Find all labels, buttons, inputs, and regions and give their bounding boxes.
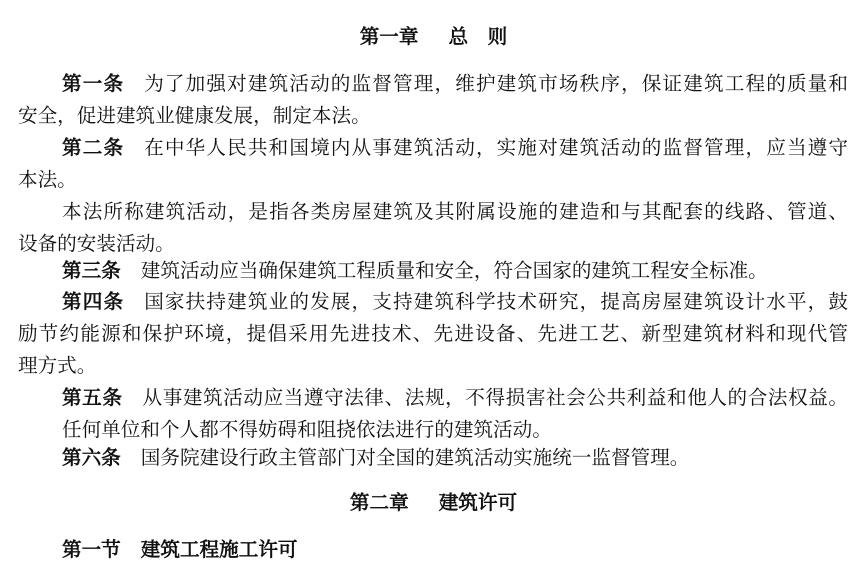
article-6 [62, 446, 848, 470]
chapter-title: 建筑许可 [438, 491, 518, 514]
article-text: 为了加强对建筑活动的监督管理，维护建筑市场秩序，保证建筑工程的质量和 [144, 72, 849, 95]
article-4-cont: 励节约能源和保护环境，提倡采用先进技术、先进设备、先进工艺、新型建筑材料和现代管 [18, 322, 848, 345]
article-4 [62, 290, 848, 314]
article-5-cont: 任何单位和个人都不得妨碍和阻挠依法进行的建筑活动。 [62, 418, 552, 441]
article-label: 第五条 [62, 386, 123, 409]
article-1 [62, 72, 848, 96]
article-text: 在中华人民共和国境内从事建筑活动，实施对建筑活动的监督管理，应当遵守 [144, 136, 849, 159]
section-title: 建筑工程施工许可 [140, 538, 298, 561]
chapter-number: 第二章 [349, 491, 409, 514]
article-label: 第一条 [62, 72, 125, 95]
section-number: 第一节 [62, 538, 121, 561]
section-1-heading [62, 538, 848, 562]
article-5 [62, 386, 848, 410]
article-1-cont: 安全，促进建筑业健康发展，制定本法。 [18, 104, 371, 127]
article-label: 第四条 [62, 290, 125, 313]
article-text: 国家扶持建筑业的发展，支持建筑科学技术研究，提高房屋建筑设计水平，鼓 [144, 290, 849, 313]
article-label: 第三条 [62, 259, 121, 282]
article-2-para2: 本法所称建筑活动，是指各类房屋建筑及其附属设施的建造和与其配套的线路、管道、 [62, 200, 848, 223]
article-text: 建筑活动应当确保建筑工程质量和安全，符合国家的建筑工程安全标准。 [140, 259, 768, 282]
article-2-cont: 本法。 [18, 168, 77, 191]
article-label: 第六条 [62, 446, 121, 469]
chapter-1-heading [0, 25, 867, 49]
article-label: 第二条 [62, 136, 125, 159]
article-3 [62, 259, 848, 283]
article-text: 从事建筑活动应当遵守法律、法规，不得损害社会公共利益和他人的合法权益。 [142, 386, 849, 409]
chapter-2-heading [0, 491, 867, 515]
article-4-cont2: 理方式。 [18, 354, 97, 377]
article-text: 国务院建设行政主管部门对全国的建筑活动实施统一监督管理。 [140, 446, 690, 469]
article-2-para2-cont: 设备的安装活动。 [18, 232, 175, 255]
article-2 [62, 136, 848, 160]
chapter-title: 总 则 [448, 25, 508, 48]
chapter-number: 第一章 [359, 25, 419, 48]
